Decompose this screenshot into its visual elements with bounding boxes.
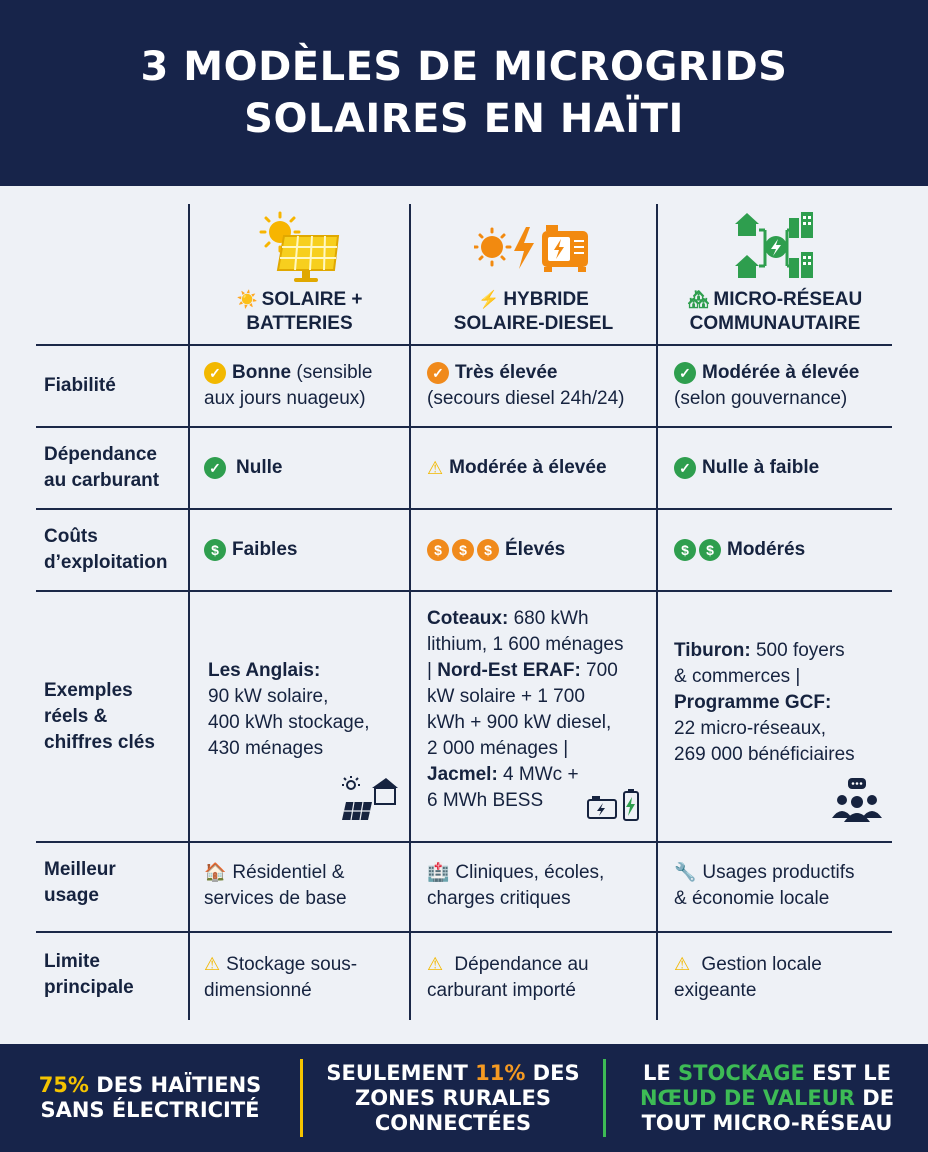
check-icon: ✓ xyxy=(427,362,449,384)
dollar-icon: $ xyxy=(477,539,499,561)
dollar-icon: $ xyxy=(427,539,449,561)
stat-text: SEULEMENT xyxy=(326,1060,476,1085)
row-label-exemples xyxy=(44,592,184,841)
column-header-solar-batteries xyxy=(190,204,409,344)
dollar-icon: $ xyxy=(452,539,474,561)
stat-highlight: 75% xyxy=(38,1073,89,1097)
cell-text: 269 000 bénéficiaires xyxy=(674,744,855,765)
cell-couts-hybrid xyxy=(427,510,656,590)
solar-house-icon xyxy=(342,776,398,829)
row-label-line: au carburant xyxy=(44,470,160,491)
comparison-table xyxy=(36,204,892,1020)
column-title-line: HYBRIDE xyxy=(503,289,589,310)
bolt-icon: ⚡ xyxy=(478,290,500,309)
house-icon: 🏠 xyxy=(204,862,227,882)
cell-text: (selon gouvernance) xyxy=(674,388,848,409)
cell-couts-community xyxy=(674,510,892,590)
cell-text: 22 micro-réseaux, xyxy=(674,718,827,739)
footer-stats-bar xyxy=(0,1044,928,1152)
row-label-line: Dépendance xyxy=(44,444,157,465)
cell-bold: Nulle à faible xyxy=(702,457,820,478)
cell-text: Usages productifs xyxy=(702,862,855,883)
cell-bold: Programme GCF: xyxy=(674,692,832,713)
row-label-line: Coûts xyxy=(44,526,98,547)
stat-electricity-access xyxy=(0,1044,300,1152)
cell-text: services de base xyxy=(204,888,347,909)
cell-text: 400 kWh stockage, xyxy=(208,712,370,733)
cell-bold: Modérée à élevée xyxy=(449,457,607,478)
stat-text: ZONES RURALES xyxy=(355,1085,551,1110)
cell-text: Stockage sous- xyxy=(226,954,358,975)
stat-text: CONNECTÉES xyxy=(374,1110,532,1135)
column-header-hybrid xyxy=(411,204,656,344)
community-grid-icon xyxy=(733,208,817,286)
cell-dependance-hybrid xyxy=(427,428,656,508)
stat-highlight: 11% xyxy=(475,1060,526,1085)
dollar-icon: $ xyxy=(699,539,721,561)
cell-text: Cliniques, écoles, xyxy=(455,862,605,883)
cell-dependance-community xyxy=(674,428,892,508)
cell-text: Résidentiel & xyxy=(232,862,345,883)
cell-text: 500 foyers xyxy=(750,640,845,661)
row-label-limite xyxy=(44,933,184,1020)
column-title-line: SOLAIRE + xyxy=(261,289,363,310)
column-header-community xyxy=(658,204,892,344)
cell-text: dimensionné xyxy=(204,980,312,1001)
stat-text: TOUT MICRO-RÉSEAU xyxy=(641,1110,893,1135)
sun-icon: ☀️ xyxy=(236,290,258,309)
row-label-line: réels & xyxy=(44,705,108,727)
stat-text: SANS ÉLECTRICITÉ xyxy=(40,1098,260,1122)
stat-text: DE xyxy=(854,1085,895,1110)
cell-text: lithium, 1 600 ménages xyxy=(427,634,624,655)
cell-text: kW solaire + 1 700 xyxy=(427,686,585,707)
warning-icon: ⚠ xyxy=(427,954,444,974)
cell-text: & économie locale xyxy=(674,888,830,909)
stat-highlight: NŒUD DE VALEUR xyxy=(639,1085,855,1110)
cell-text: Gestion locale xyxy=(701,954,822,975)
wrench-icon: 🔧 xyxy=(674,862,697,882)
cell-bold: Jacmel: xyxy=(427,764,498,785)
check-icon: ✓ xyxy=(674,457,696,479)
cell-bold: Les Anglais: xyxy=(208,660,321,681)
column-title-line: BATTERIES xyxy=(246,313,353,334)
check-icon: ✓ xyxy=(674,362,696,384)
stat-storage-value xyxy=(606,1044,928,1152)
cell-bold: Tiburon: xyxy=(674,640,751,661)
check-icon: ✓ xyxy=(204,457,226,479)
cell-couts-solar xyxy=(204,510,409,590)
row-label-line: Exemples xyxy=(44,679,133,701)
cell-dependance-solar xyxy=(204,428,409,508)
cell-text: 430 ménages xyxy=(208,738,324,759)
stat-rural-connection xyxy=(303,1044,603,1152)
column-title-line: MICRO-RÉSEAU xyxy=(713,289,863,310)
cell-usage-community xyxy=(674,843,892,931)
cell-usage-solar xyxy=(204,843,409,931)
warning-icon: ⚠ xyxy=(674,954,691,974)
row-label-line: principale xyxy=(44,977,134,998)
cell-bold: Coteaux: xyxy=(427,608,509,629)
cell-text: 6 MWh BESS xyxy=(427,790,544,811)
row-label-couts xyxy=(44,510,184,590)
row-label-usage xyxy=(44,843,184,931)
row-label-line: chiffres clés xyxy=(44,731,155,753)
cell-bold: Très élevée xyxy=(455,362,558,383)
cell-text: carburant importé xyxy=(427,980,576,1001)
cell-text: (sensible xyxy=(291,362,373,383)
cell-bold: Modérés xyxy=(727,539,806,560)
cell-bold: Faibles xyxy=(232,539,298,560)
stat-highlight: STOCKAGE xyxy=(678,1060,805,1085)
cell-bold: Nulle xyxy=(236,457,283,478)
cell-text: 2 000 ménages | xyxy=(427,738,569,759)
header-banner xyxy=(0,0,928,186)
cell-text: 4 MWc + xyxy=(497,764,579,785)
cell-text: | xyxy=(427,660,438,681)
stat-text: DES xyxy=(525,1060,580,1085)
column-title xyxy=(454,288,613,336)
cell-bold: Modérée à élevée xyxy=(702,362,860,383)
cell-text: 700 xyxy=(580,660,618,681)
row-label-line: d’exploitation xyxy=(44,552,168,573)
row-label-line: Meilleur xyxy=(44,859,116,880)
row-label-dependance xyxy=(44,428,184,508)
hospital-icon: 🏥 xyxy=(427,862,450,882)
cell-text: Dépendance au xyxy=(454,954,589,975)
row-label-line: Limite xyxy=(44,951,100,972)
column-title-line: COMMUNAUTAIRE xyxy=(689,313,861,334)
cell-limite-solar xyxy=(204,933,409,1020)
warning-icon: ⚠ xyxy=(204,954,221,974)
dollar-icon: $ xyxy=(674,539,696,561)
cell-limite-community xyxy=(674,933,892,1020)
people-group-icon xyxy=(832,778,882,829)
dollar-icon: $ xyxy=(204,539,226,561)
page-title xyxy=(141,41,788,145)
cell-text: kWh + 900 kW diesel, xyxy=(427,712,612,733)
warning-icon: ⚠ xyxy=(427,458,444,478)
stat-text: LE xyxy=(642,1060,679,1085)
cell-text: charges critiques xyxy=(427,888,571,909)
check-icon: ✓ xyxy=(204,362,226,384)
cell-text: 680 kWh xyxy=(508,608,589,629)
generator-battery-icon xyxy=(586,788,642,829)
column-title-line: SOLAIRE-DIESEL xyxy=(453,313,614,334)
sun-bolt-generator-icon xyxy=(474,208,594,286)
row-label-line: usage xyxy=(44,885,99,906)
title-line-1: 3 MODÈLES DE MICROGRIDS xyxy=(140,44,788,90)
stat-text: DES HAÏTIENS xyxy=(88,1073,262,1097)
cell-text: 90 kW solaire, xyxy=(208,686,329,707)
cell-bold: Nord-Est ERAF: xyxy=(437,660,581,681)
cell-text: & commerces | xyxy=(674,666,801,687)
stat-text: EST LE xyxy=(804,1060,892,1085)
column-title xyxy=(237,288,363,336)
cell-bold: Élevés xyxy=(505,539,566,560)
row-label-fiabilite: Fiabilité xyxy=(44,375,116,396)
cell-text: (secours diesel 24h/24) xyxy=(427,388,625,409)
cell-fiabilite-hybrid xyxy=(427,346,656,426)
cell-fiabilite-community xyxy=(674,346,892,426)
cell-text: aux jours nuageux) xyxy=(204,388,366,409)
cell-text: exigeante xyxy=(674,980,757,1001)
title-line-2: SOLAIRES EN HAÏTI xyxy=(244,96,684,142)
solar-panel-sun-icon xyxy=(258,208,342,286)
cell-fiabilite-solar xyxy=(204,346,409,426)
community-house-icon: 🏘 xyxy=(687,290,710,309)
cell-limite-hybrid xyxy=(427,933,656,1020)
column-title xyxy=(688,288,862,336)
cell-bold: Bonne xyxy=(232,362,292,383)
cell-usage-hybrid xyxy=(427,843,656,931)
